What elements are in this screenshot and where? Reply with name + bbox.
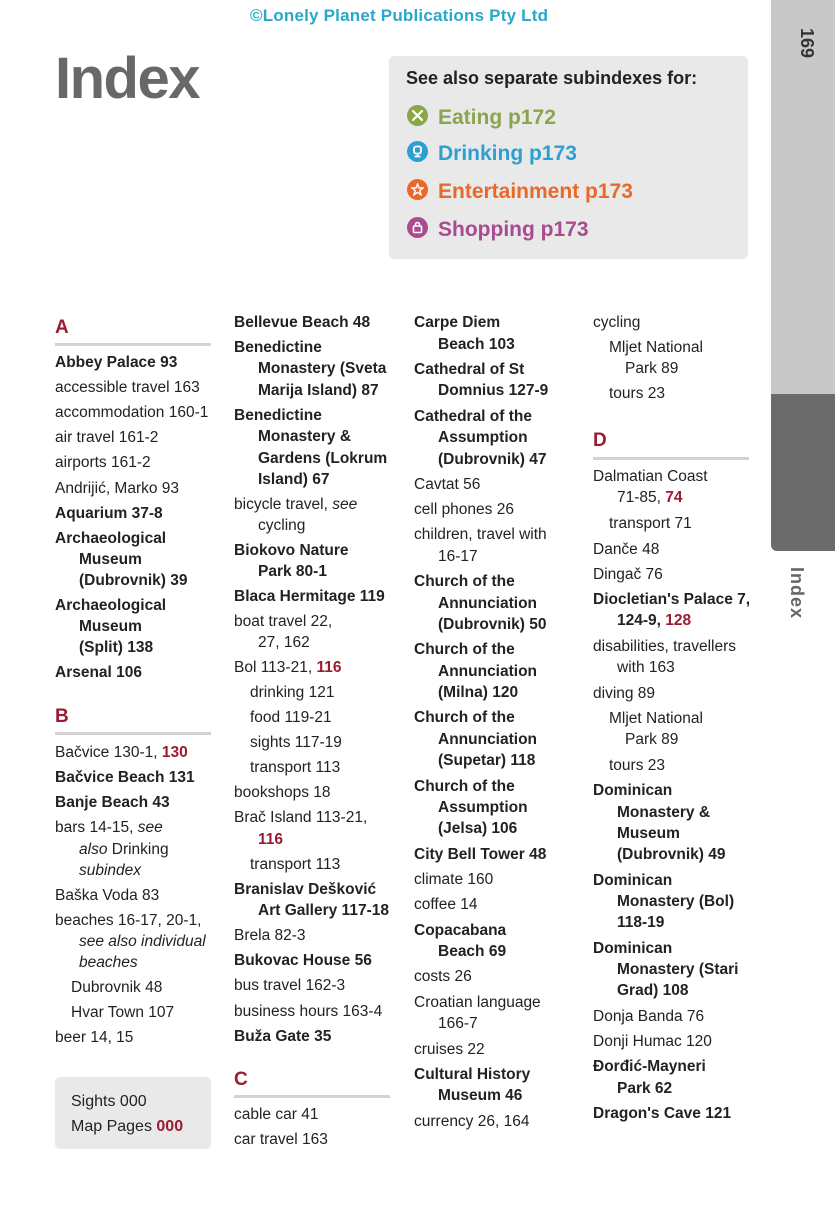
index-entry: Church of the <box>414 709 515 726</box>
index-entry: Diocletian's Palace 7, <box>593 591 751 608</box>
index-entry-cont: Museum <box>79 618 142 635</box>
index-entry <box>55 742 188 763</box>
entry-text: 71-85, <box>617 489 666 506</box>
index-entry-cont: Park 62 <box>617 1080 673 1097</box>
page-title: Index <box>55 46 199 111</box>
index-entry-cont: Museum <box>79 551 142 568</box>
index-entry-cont: 27, 162 <box>258 634 310 651</box>
index-entry: Branislav Dešković <box>234 881 377 898</box>
index-entry-cont: Domnius 127-9 <box>438 382 549 399</box>
index-entry: Baška Voda 83 <box>55 887 160 904</box>
index-entry: Benedictine <box>234 339 322 356</box>
subindex-link-shopping[interactable] <box>407 218 589 242</box>
index-entry-cont: Museum 46 <box>438 1087 523 1104</box>
index-entry: beer 14, 15 <box>55 1029 134 1046</box>
index-entry: Copacabana <box>414 922 507 939</box>
index-entry <box>234 657 341 678</box>
index-subentry: sights 117-19 <box>250 734 342 751</box>
map-page-ref: 74 <box>665 489 683 506</box>
index-entry: Andrijić, Marko 93 <box>55 480 180 497</box>
index-entry-cont: Monastery (Bol) <box>617 893 735 910</box>
index-entry: Biokovo Nature <box>234 542 349 559</box>
legend-map-number: 000 <box>156 1118 184 1135</box>
index-entry: Brela 82-3 <box>234 927 306 944</box>
drinking-icon <box>407 141 428 162</box>
index-entry: boat travel 22, <box>234 613 333 630</box>
letter-heading-a: A <box>55 317 69 338</box>
index-entry: Abbey Palace 93 <box>55 354 178 371</box>
index-entry: climate 160 <box>414 871 494 888</box>
index-entry: Cultural History <box>414 1066 531 1083</box>
index-entry: bookshops 18 <box>234 784 331 801</box>
index-entry: business hours 163-4 <box>234 1003 383 1020</box>
index-entry: accessible travel 163 <box>55 379 200 396</box>
subindex-link-eating[interactable] <box>407 106 556 130</box>
index-entry: coffee 14 <box>414 896 478 913</box>
letter-rule <box>55 343 211 346</box>
index-entry-cont <box>617 487 683 508</box>
subindex-heading: See also separate subindexes for: <box>406 68 698 88</box>
entry-text: Bačvice 130-1, <box>55 744 162 761</box>
index-entry: Aquarium 37-8 <box>55 505 163 522</box>
map-page-ref: 128 <box>665 612 692 629</box>
entertainment-icon <box>407 179 428 200</box>
index-entry-cont: Park 89 <box>625 360 679 377</box>
legend-map-pages <box>71 1118 183 1136</box>
letter-rule <box>234 1095 390 1098</box>
index-entry: Cavtat 56 <box>414 476 481 493</box>
index-entry-cont: (Dubrovnik) 39 <box>79 572 188 589</box>
index-entry: cell phones 26 <box>414 501 514 518</box>
eating-icon <box>407 105 428 126</box>
index-entry-cont: Assumption <box>438 429 528 446</box>
index-subentry: transport 113 <box>250 759 341 776</box>
index-subentry: tours 23 <box>609 385 666 402</box>
letter-heading-d: D <box>593 430 607 451</box>
index-entry-cont: Gardens (Lokrum <box>258 450 388 467</box>
index-entry-cont: (Supetar) 118 <box>438 752 536 769</box>
index-entry <box>234 494 357 515</box>
index-entry: Benedictine <box>234 407 322 424</box>
index-entry-cont: Park 89 <box>625 731 679 748</box>
index-entry-cont: Park 80-1 <box>258 563 327 580</box>
section-side-label: Index <box>787 567 807 620</box>
index-entry: Dominican <box>593 940 673 957</box>
index-entry: costs 26 <box>414 968 472 985</box>
index-entry: airports 161-2 <box>55 454 151 471</box>
index-entry: Brač Island 113-21, <box>234 809 368 826</box>
index-entry: Archaeological <box>55 530 167 547</box>
map-page-ref: 116 <box>258 831 284 848</box>
index-entry: Đorđić-Mayneri <box>593 1058 706 1075</box>
index-entry: Blaca Hermitage 119 <box>234 588 385 605</box>
index-entry: Cathedral of St <box>414 361 525 378</box>
index-entry: beaches 16-17, 20-1, <box>55 912 202 929</box>
entry-text: 124-9, <box>617 612 666 629</box>
index-subentry: transport 71 <box>609 515 692 532</box>
subindex-label-entertainment: Entertainment p173 <box>438 180 633 203</box>
index-entry-cont: Monastery (Stari <box>617 961 739 978</box>
index-entry: Croatian language <box>414 994 541 1011</box>
index-entry-cont: Monastery (Sveta <box>258 360 387 377</box>
index-entry: accommodation 160-1 <box>55 404 209 421</box>
index-entry-cont: 16-17 <box>438 548 478 565</box>
index-subentry: drinking 121 <box>250 684 335 701</box>
subindex-label-shopping: Shopping p173 <box>438 218 589 241</box>
index-entry-cont: (Dubrovnik) 47 <box>438 451 547 468</box>
index-entry-cont: Island) 67 <box>258 471 330 488</box>
index-entry: Cathedral of the <box>414 408 532 425</box>
index-entry-cont: Annunciation <box>438 731 538 748</box>
index-entry: diving 89 <box>593 685 656 702</box>
index-entry-cont: Monastery & <box>258 428 352 445</box>
entry-text: Bol 113-21, <box>234 659 317 676</box>
map-page-ref: 116 <box>316 659 342 676</box>
index-entry-cont: with 163 <box>617 659 675 676</box>
index-entry: Danče 48 <box>593 541 660 558</box>
index-entry: Banje Beach 43 <box>55 794 170 811</box>
index-entry-cont: (Dubrovnik) 49 <box>617 846 726 863</box>
index-entry: disabilities, travellers <box>593 638 736 655</box>
index-entry-cont: Beach 103 <box>438 336 515 353</box>
index-entry-cont: 118-19 <box>617 914 665 931</box>
index-entry: Buža Gate 35 <box>234 1028 332 1045</box>
legend-sights: Sights 000 <box>71 1093 147 1110</box>
index-entry-cont: 166-7 <box>438 1015 478 1032</box>
index-subentry: Dubrovnik 48 <box>71 979 163 996</box>
index-entry: Carpe Diem <box>414 314 501 331</box>
entry-see-also: see also individual <box>79 933 206 950</box>
index-subentry: food 119-21 <box>250 709 332 726</box>
index-entry: Arsenal 106 <box>55 664 143 681</box>
index-entry-cont: (Milna) 120 <box>438 684 519 701</box>
index-entry: air travel 161-2 <box>55 429 159 446</box>
index-entry-cont: Grad) 108 <box>617 982 689 999</box>
index-entry: City Bell Tower 48 <box>414 846 547 863</box>
index-entry: Church of the <box>414 641 515 658</box>
subindex-link-entertainment[interactable] <box>407 180 633 204</box>
index-entry <box>55 817 163 838</box>
index-subentry: tours 23 <box>609 757 666 774</box>
index-subentry: transport 113 <box>250 856 341 873</box>
index-entry-cont: (Jelsa) 106 <box>438 820 518 837</box>
index-subentry: Hvar Town 107 <box>71 1004 175 1021</box>
entry-see: see <box>137 819 163 836</box>
index-entry: bus travel 162-3 <box>234 977 346 994</box>
index-entry-cont: cycling <box>258 517 306 534</box>
index-entry-cont <box>79 952 138 973</box>
index-entry-cont <box>79 839 169 860</box>
subindex-box <box>389 56 748 259</box>
index-entry-cont: Monastery & <box>617 804 711 821</box>
index-subentry: Mljet National <box>609 710 703 727</box>
index-entry-cont: Marija Island) 87 <box>258 382 379 399</box>
index-entry-cont: Beach 69 <box>438 943 507 960</box>
index-entry: Church of the <box>414 573 515 590</box>
index-entry: cable car 41 <box>234 1106 319 1123</box>
index-entry: Bukovac House 56 <box>234 952 372 969</box>
index-entry: cycling <box>593 314 641 331</box>
index-entry-cont <box>79 860 141 881</box>
entry-text: Drinking <box>107 841 169 858</box>
index-entry: Bellevue Beach 48 <box>234 314 371 331</box>
entry-see: see <box>332 496 358 513</box>
legend-map-label: Map Pages <box>71 1118 157 1135</box>
index-entry: Dominican <box>593 872 673 889</box>
index-entry: Donja Banda 76 <box>593 1008 705 1025</box>
copyright-notice: ©Lonely Planet Publications Pty Ltd <box>250 6 549 25</box>
entry-subindex: subindex <box>79 862 142 879</box>
entry-text: bars 14-15, <box>55 819 138 836</box>
index-entry-cont: Art Gallery 117-18 <box>258 902 389 919</box>
index-entry-cont: Annunciation <box>438 595 538 612</box>
shopping-icon <box>407 217 428 238</box>
letter-rule <box>55 732 211 735</box>
index-entry: Dalmatian Coast <box>593 468 708 485</box>
index-entry-cont: Annunciation <box>438 663 538 680</box>
page-number: 169 <box>797 28 817 59</box>
legend-box <box>55 1077 211 1149</box>
entry-beaches: beaches <box>79 954 138 971</box>
index-entry: Bačvice Beach 131 <box>55 769 195 786</box>
index-entry: car travel 163 <box>234 1131 328 1148</box>
index-entry: Dominican <box>593 782 673 799</box>
index-entry-cont <box>617 610 691 631</box>
index-entry: Archaeological <box>55 597 167 614</box>
letter-heading-c: C <box>234 1069 248 1090</box>
index-entry: Donji Humac 120 <box>593 1033 712 1050</box>
entry-text: bicycle travel, <box>234 496 333 513</box>
index-entry: Dingač 76 <box>593 566 663 583</box>
index-entry: Dragon's Cave 121 <box>593 1105 732 1122</box>
section-tab-marker <box>771 394 835 551</box>
index-entry-cont: (Split) 138 <box>79 639 154 656</box>
index-entry-cont <box>79 931 206 952</box>
map-page-ref: 130 <box>161 744 188 761</box>
subindex-link-drinking[interactable] <box>407 142 577 166</box>
index-entry: currency 26, 164 <box>414 1113 530 1130</box>
letter-heading-b: B <box>55 706 69 727</box>
index-subentry: Mljet National <box>609 339 703 356</box>
entry-see-also: also <box>79 841 108 858</box>
index-entry-cont: Museum <box>617 825 680 842</box>
index-entry: cruises 22 <box>414 1041 485 1058</box>
index-entry-cont: (Dubrovnik) 50 <box>438 616 547 633</box>
index-entry: children, travel with <box>414 526 547 543</box>
subindex-label-eating: Eating p172 <box>438 106 556 129</box>
subindex-label-drinking: Drinking p173 <box>438 142 577 165</box>
letter-rule <box>593 457 749 460</box>
index-entry-cont <box>258 829 283 850</box>
index-entry-cont: Assumption <box>438 799 528 816</box>
index-entry: Church of the <box>414 778 515 795</box>
